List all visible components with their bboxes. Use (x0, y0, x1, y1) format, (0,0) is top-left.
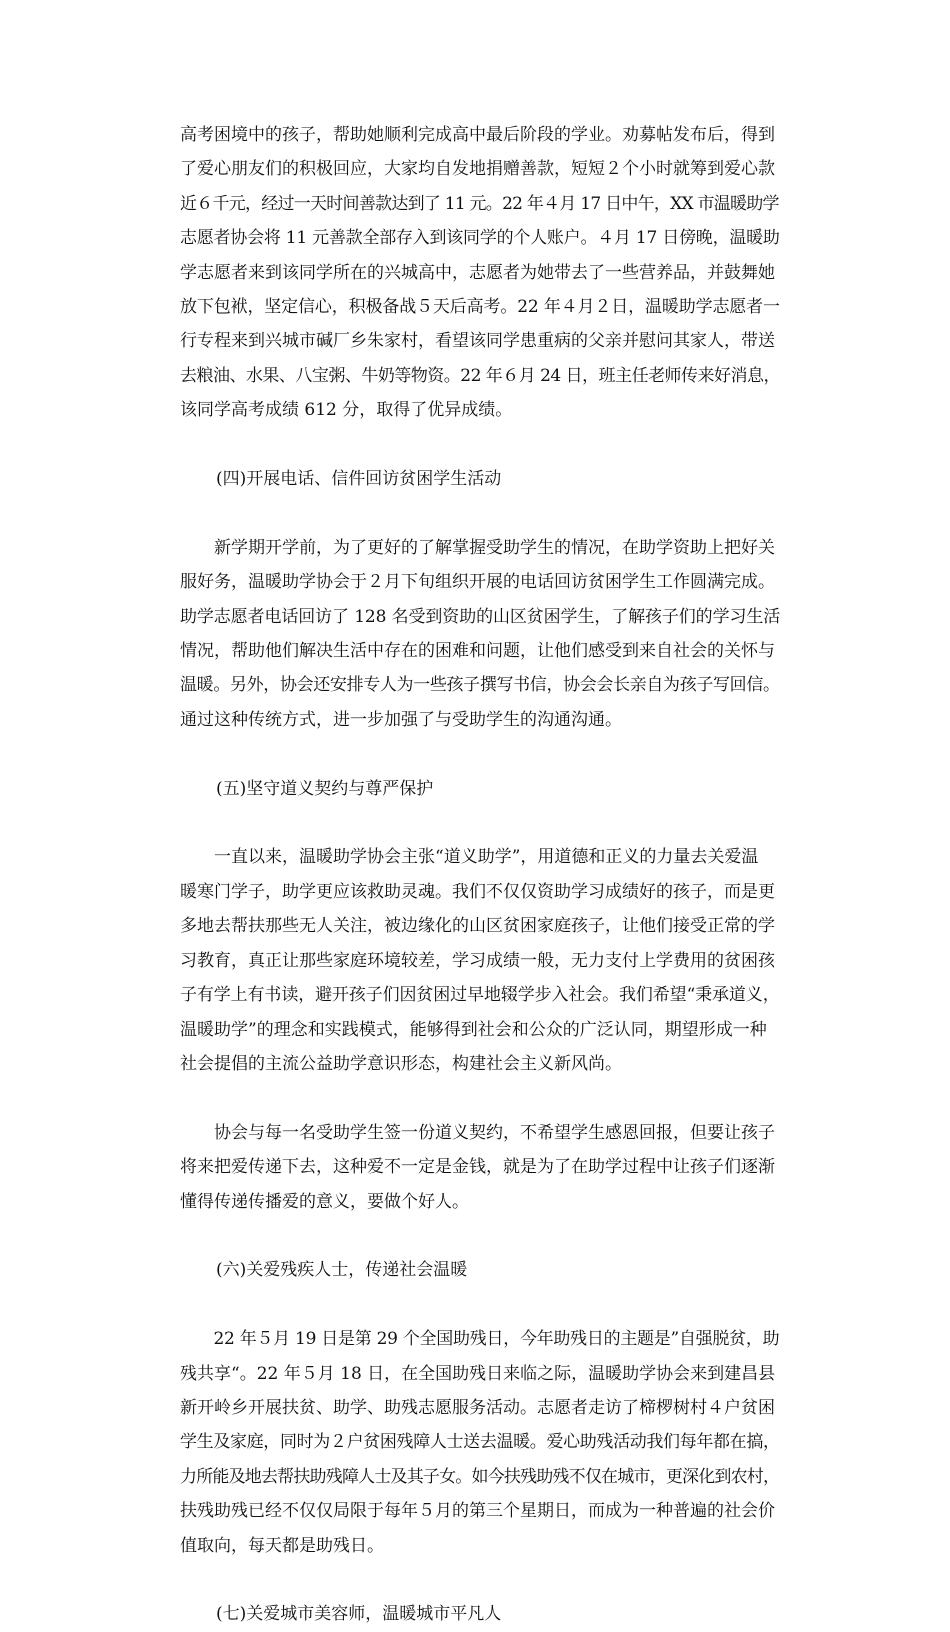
text-line: 暖寒门学子，助学更应该救助灵魂。我们不仅仅资助学习成绩好的孩子，而是更 (180, 881, 775, 902)
body-paragraph (180, 118, 780, 428)
text-line: 将来把爱传递下去，这种爱不一定是金钱，就是为了在助学过程中让孩子们逐渐 (180, 1157, 775, 1178)
document-body (180, 118, 780, 1632)
text-line: 习教育，真正让那些家庭环境较差，学习成绩一般，无力支付上学费用的贫困孩 (180, 950, 775, 971)
heading-text: (七)关爱城市美容师，温暖城市平凡人 (216, 1604, 502, 1625)
section-heading (180, 772, 780, 806)
text-line: 该同学高考成绩 612 分，取得了优异成绩。 (180, 400, 513, 421)
heading-text: (五)坚守道义契约与尊严保护 (216, 778, 434, 799)
body-paragraph (180, 531, 780, 737)
text-line: 行专程来到兴城市碱厂乡朱家村，看望该同学患重病的父亲并慰问其家人，带送 (180, 331, 775, 352)
paragraph-gap (180, 1219, 780, 1253)
text-line: 高考困境中的孩子，帮助她顺利完成高中最后阶段的学业。劝募帖发布后，得到 (180, 125, 775, 145)
text-line: 了爱心朋友们的积极回应，大家均自发地捐赠善款，短短２个小时就筹到爱心款 (180, 159, 775, 180)
body-paragraph (180, 1116, 780, 1219)
paragraph-gap (180, 806, 780, 840)
paragraph-gap (180, 1563, 780, 1597)
text-line: 服好务，温暖助学协会于２月下旬组织开展的电话回访贫困学生工作圆满完成。 (180, 572, 775, 593)
paragraph-gap (180, 1288, 780, 1322)
text-line: 志愿者协会将 11 元善款全部存入到该同学的个人账户。４月 17 日傍晚，温暖助 (180, 228, 780, 249)
body-paragraph (180, 840, 780, 1081)
body-paragraph (180, 1322, 780, 1563)
text-line: 多地去帮扶那些无人关注，被边缘化的山区贫困家庭孩子，让他们接受正常的学 (180, 916, 775, 937)
text-line: 通过这种传统方式，进一步加强了与受助学生的沟通沟通。 (180, 709, 622, 730)
section-heading (180, 462, 780, 496)
text-line: 扶残助残已经不仅仅局限于每年５月的第三个星期日，而成为一种普遍的社会价 (180, 1501, 775, 1522)
text-line: 22 年５月 19 日是第 29 个全国助残日，今年助残日的主题是”自强脱贫，助 (180, 1329, 780, 1350)
paragraph-gap (180, 428, 780, 462)
text-line: 近６千元，经过一天时间善款达到了 11 元。22 年４月 17 日中午，XX 市温暖助学 (180, 193, 779, 214)
text-line: 新学期开学前，为了更好的了解掌握受助学生的情况，在助学资助上把好关 (180, 537, 775, 558)
paragraph-gap (180, 1081, 780, 1115)
paragraph-gap (180, 496, 780, 530)
text-line: 懂得传递传播爱的意义，要做个好人。 (180, 1191, 469, 1212)
text-line: 放下包袱，坚定信心，积极备战５天后高考。22 年４月２日，温暖助学志愿者一 (180, 297, 780, 318)
paragraph-gap (180, 737, 780, 771)
section-heading (180, 1597, 780, 1631)
text-line: 助学志愿者电话回访了 128 名受到资助的山区贫困学生，了解孩子们的学习生活 (180, 606, 781, 627)
text-line: 残共享“。22 年５月 18 日，在全国助残日来临之际，温暖助学协会来到建昌县 (180, 1363, 776, 1384)
heading-text: (四)开展电话、信件回访贫困学生活动 (216, 469, 502, 490)
text-line: 一直以来，温暖助学协会主张“道义助学”，用道德和正义的力量去关爱温 (180, 847, 759, 868)
text-line: 子有学上有书读，避开孩子们因贫困过早地辍学步入社会。我们希望“秉承道义， (180, 985, 780, 1006)
text-line: 值取向，每天都是助残日。 (180, 1535, 384, 1556)
text-line: 去粮油、水果、八宝粥、牛奶等物资。22 年６月 24 日，班主任老师传来好消息， (180, 365, 780, 386)
text-line: 力所能及地去帮扶助残障人士及其子女。如今扶残助残不仅在城市，更深化到农村， (180, 1466, 780, 1487)
section-heading (180, 1253, 780, 1287)
text-line: 社会提倡的主流公益助学意识形态，构建社会主义新风尚。 (180, 1053, 622, 1074)
text-line: 学生及家庭，同时为２户贫困残障人士送去温暖。爱心助残活动我们每年都在搞， (180, 1432, 780, 1453)
text-line: 情况，帮助他们解决生活中存在的困难和问题，让他们感受到来自社会的关怀与 (180, 641, 775, 662)
text-line: 新开岭乡开展扶贫、助学、助残志愿服务活动。志愿者走访了楴椤树村４户贫困 (180, 1397, 775, 1418)
heading-text: (六)关爱残疾人士，传递社会温暖 (216, 1260, 468, 1281)
text-line: 温暖助学”的理念和实践模式，能够得到社会和公众的广泛认同，期望形成一种 (180, 1019, 767, 1040)
text-line: 温暖。另外，协会还安排专人为一些孩子撰写书信，协会会长亲自为孩子写回信。 (180, 675, 780, 696)
text-line: 学志愿者来到该同学所在的兴城高中，志愿者为她带去了一些营养品，并鼓舞她 (180, 262, 775, 283)
text-line: 协会与每一名受助学生签一份道义契约，不希望学生感恩回报，但要让孩子 (180, 1122, 775, 1143)
